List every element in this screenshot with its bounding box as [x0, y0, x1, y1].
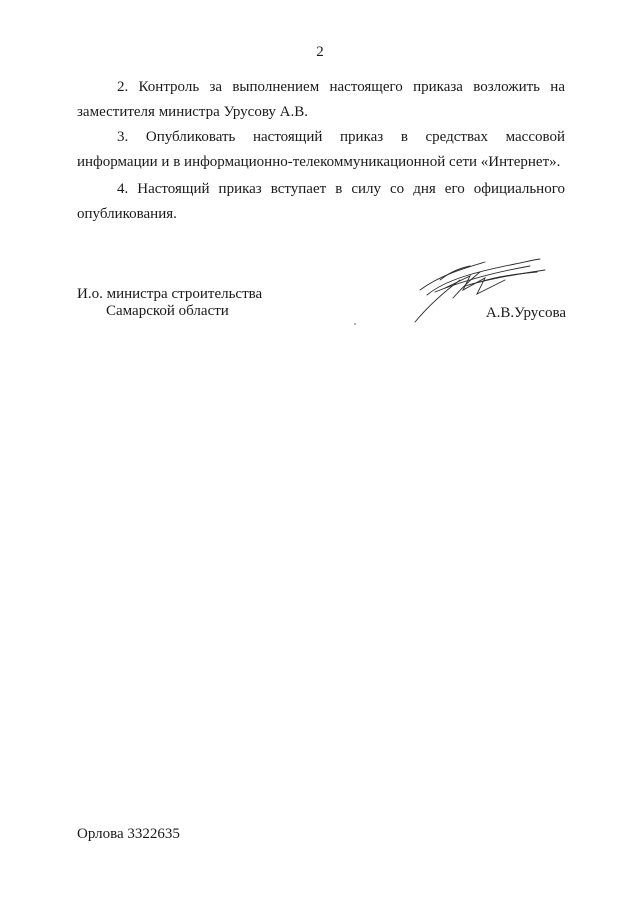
paragraph-line: 3. Опубликовать настоящий приказ в средствах массовой — [117, 129, 565, 145]
paragraph-control — [77, 75, 565, 125]
handwritten-signature — [345, 250, 555, 335]
signatory-region: Самарской области — [106, 303, 229, 319]
paragraph-publish — [77, 125, 565, 175]
signatory-name: А.В.Урусова — [485, 305, 566, 321]
paragraph-effective-date — [77, 177, 565, 227]
signatory-position: И.о. министра строительства — [77, 286, 263, 302]
page-number: 2 — [316, 44, 324, 60]
paragraph-line: 2. Контроль за выполнением настоящего приказа возложить на — [117, 79, 565, 95]
paragraph-line: 4. Настоящий приказ вступает в силу со дня его официального — [117, 181, 565, 197]
paragraph-line: информации и в информационно-телекоммуникационной сети «Интернет». — [77, 154, 561, 170]
paragraph-line: заместителя министра Урусову А.В. — [77, 104, 308, 120]
executor-note: Орлова 3322635 — [77, 826, 180, 842]
paragraph-line: опубликования. — [77, 206, 177, 222]
